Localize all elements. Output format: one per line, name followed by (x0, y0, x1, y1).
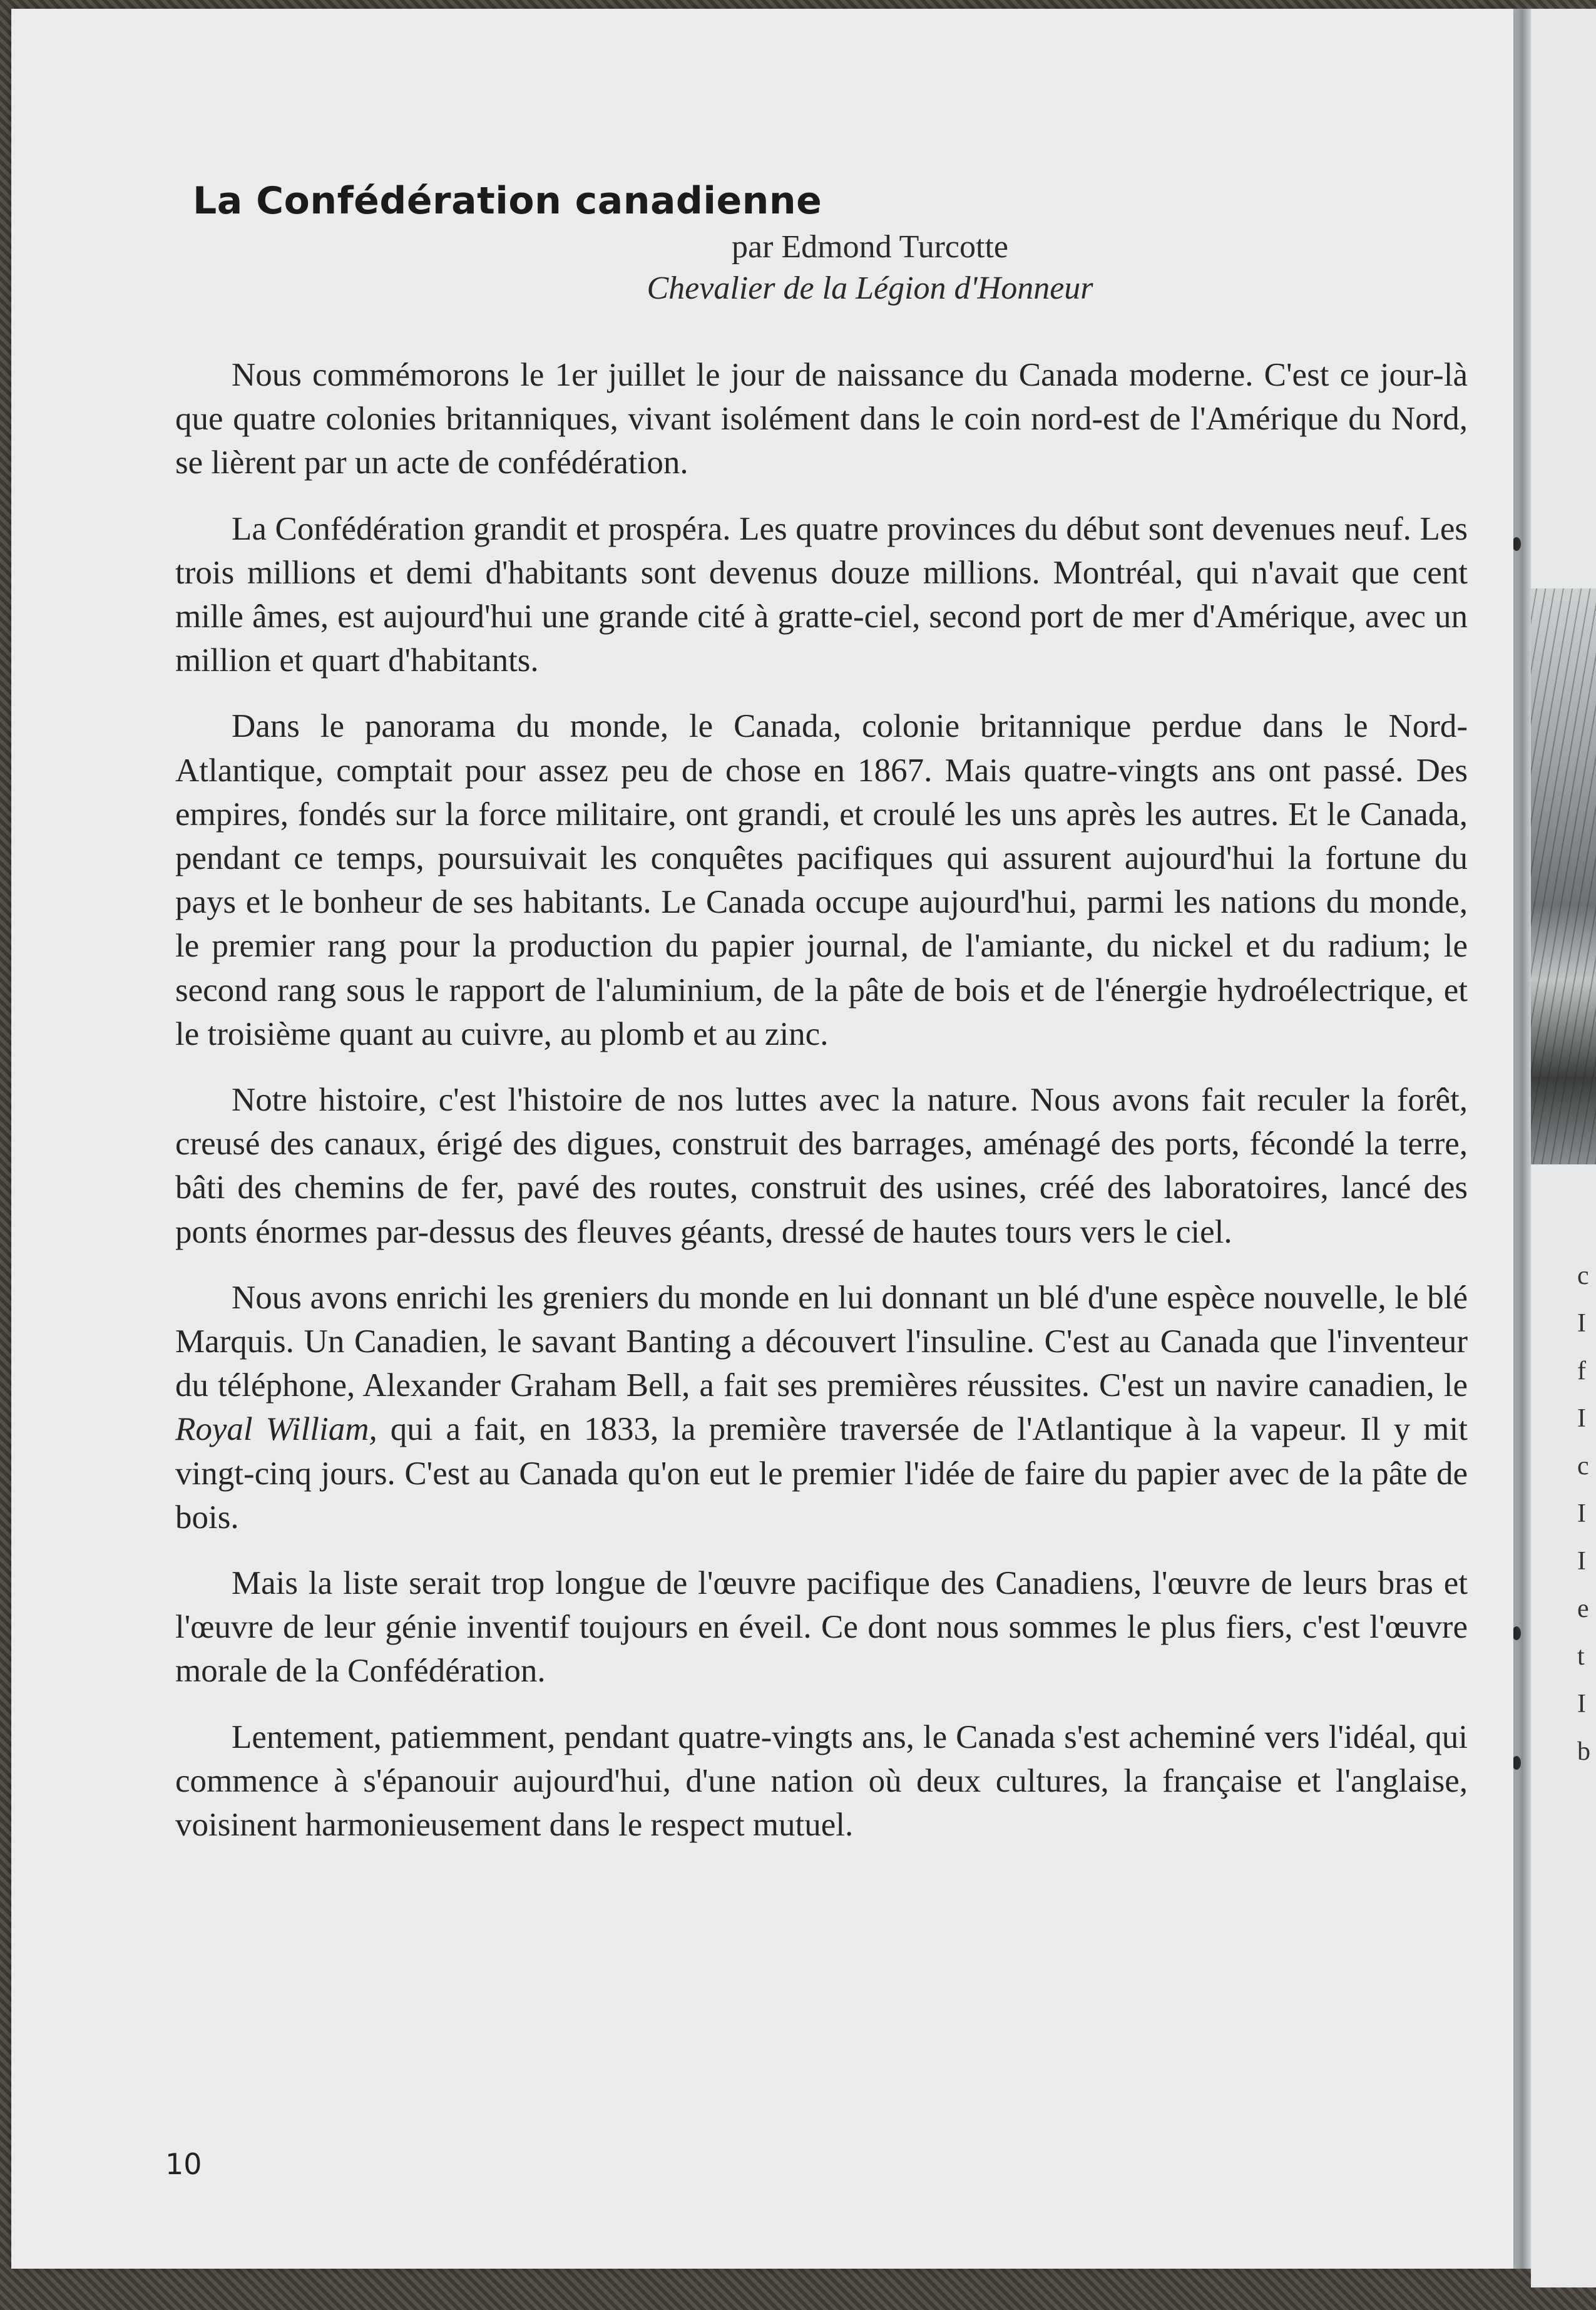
author-name: par Edmond Turcotte (732, 229, 1008, 265)
paragraph: Lentement, patiemment, pendant quatre-vingts ans, le Canada s'est acheminé vers l'idéal, qui commence à s'épanouir aujourd'hui, d'une nation où deux cultures, la française et l'anglaise, voisinent harmonieusement dans le respect mutuel. (175, 1718, 1468, 1844)
paragraph: La Confédération grandit et prospéra. Les quatre provinces du début sont devenues neuf. Les trois millions et demi d'habitants sont devenus douze millions. Montréal, qui n'avait que cent mille âmes, est aujourd'hui une grande cité à gratte-ciel, second port de mer d'Amérique, avec un million et quart d'habitants. (175, 510, 1468, 679)
staple-mark (1512, 1626, 1521, 1640)
article-title: La Confédération canadienne (193, 179, 822, 223)
edge-letter: c (1577, 1261, 1589, 1290)
byline (538, 227, 1202, 309)
facing-page-text-edge (1577, 1252, 1596, 1775)
edge-letter: c (1577, 1452, 1589, 1481)
edge-letter: t (1577, 1642, 1585, 1671)
paragraph: Nous commémorons le 1er juillet le jour de naissance du Canada moderne. C'est ce jour-là que quatre colonies britanniques, vivant isolément dans le coin nord-est de l'Amérique du Nord, se lièrent par un acte de confédération. (175, 357, 1468, 481)
facing-page-photo (1527, 588, 1596, 1164)
edge-letter: I (1577, 1404, 1586, 1433)
edge-letter: I (1577, 1547, 1586, 1576)
paragraph-text: Nous avons enrichi les greniers du monde en lui donnant un blé d'une espèce nouvelle, le blé Marquis. Un Canadien, le savant Banting a découvert l'insuline. C'est au Canada que l'inventeur du téléphone, Alexander Graham Bell, a fait ses premières réussites. C'est un navire canadien, le (175, 1279, 1468, 1404)
paragraph-text: qui a fait, en 1833, la première traversée de l'Atlantique à la vapeur. Il y mit vingt-cinq jours. C'est au Canada qu'on eut le premier l'idée de faire du papier avec de la pâte de bois. (175, 1411, 1468, 1536)
article-body (175, 353, 1468, 1869)
edge-letter: I (1577, 1499, 1586, 1528)
paragraph: Notre histoire, c'est l'histoire de nos luttes avec la nature. Nous avons fait reculer la forêt, creusé des canaux, érigé des digues, construit des barrages, aménagé des ports, fécondé la terre, bâti des chemins de fer, pavé des routes, construit des usines, créé des laboratoires, lancé des ponts énormes par-dessus des fleuves géants, dressé de hautes tours vers le ciel. (175, 1082, 1468, 1250)
edge-letter: b (1577, 1737, 1590, 1766)
staple-mark (1512, 537, 1521, 551)
staple-mark (1512, 1756, 1521, 1770)
paragraph: Mais la liste serait trop longue de l'œuvre pacifique des Canadiens, l'œuvre de leurs bras et l'œuvre de leur génie inventif toujours en éveil. Ce dont nous sommes le plus fiers, c'est l'œuvre morale de la Confédération. (175, 1565, 1468, 1690)
page-number: 10 (165, 2147, 202, 2181)
edge-letter: I (1577, 1690, 1586, 1718)
author-role: Chevalier de la Légion d'Honneur (647, 270, 1093, 306)
edge-letter: f (1577, 1357, 1586, 1385)
paragraph: Dans le panorama du monde, le Canada, colonie britannique perdue dans le Nord-Atlantique, comptait pour assez peu de chose en 1867. Mais quatre-vingts ans ont passé. Des empires, fondés sur la force militaire, ont grandi, et croulé les uns après les autres. Et le Canada, pendant ce temps, poursuivait les conquêtes pacifiques qui assurent aujourd'hui la fortune du pays et le bonheur de ses habitants. Le Canada occupe aujourd'hui, parmi les nations du monde, le premier rang pour la production du papier journal, de l'amiante, du nickel et du radium; le second rang sous le rapport de l'aluminium, de la pâte de bois et de l'énergie hydroélectrique, et le troisième quant au cuivre, au plomb et au zinc. (175, 708, 1468, 1052)
edge-letter: e (1577, 1594, 1589, 1623)
edge-letter: I (1577, 1309, 1586, 1338)
paragraph (175, 1276, 1468, 1539)
ship-name: Royal William, (175, 1411, 377, 1448)
